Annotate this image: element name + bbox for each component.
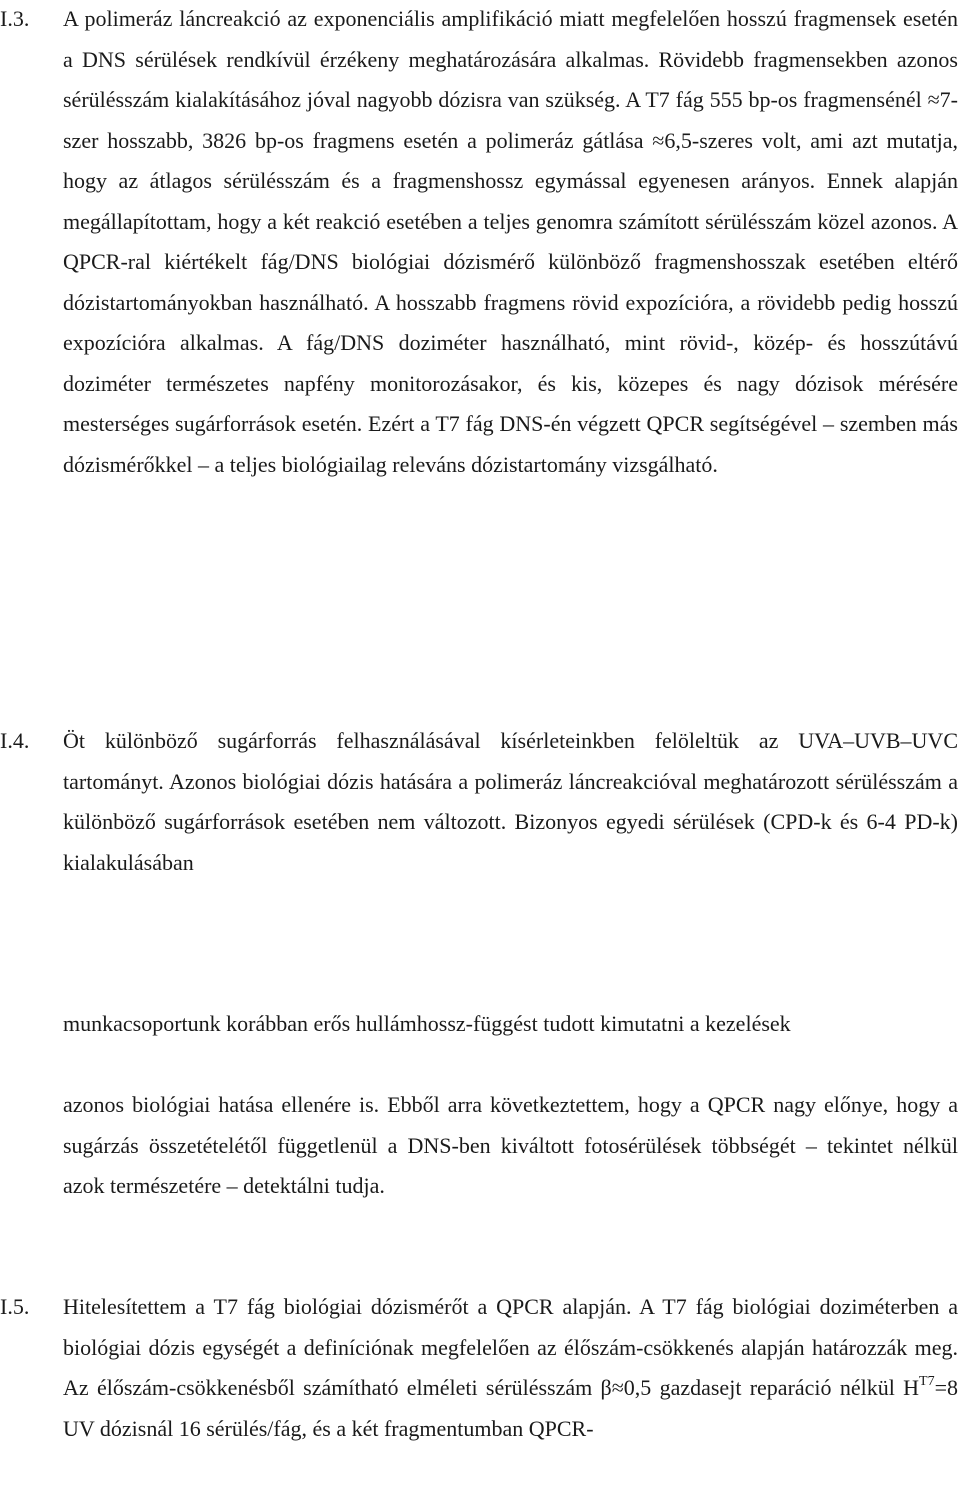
section-i4-continuation-1 [63, 1004, 958, 1045]
section-i3-paragraph [63, 0, 958, 485]
section-i5-text [63, 1287, 958, 1449]
section-number-i4: I.4. [0, 728, 30, 753]
section-i4-continuation-2-text: azonos biológiai hatása ellenére is. Ebből arra következtettem, hogy a QPCR nagy előnye, hogy a sugárzás összetételétől függetlenül a DNS-ben kiváltott fotosérülések többségét – tekintet nélkül azok természetére – detektálni tudja. [63, 1092, 958, 1198]
superscript-t7: T7 [919, 1374, 935, 1389]
section-i5-paragraph [63, 1287, 958, 1449]
section-i4-continuation-2 [63, 1085, 958, 1207]
section-number-i5: I.5. [0, 1294, 30, 1319]
section-i5-text-main: Hitelesítettem a T7 fág biológiai dózismérőt a QPCR alapján. A T7 fág biológiai doziméterben a biológiai dózis egységét a definíciónak megfelelően az élőszám-csökkenés alapján határozzák meg. Az élőszám-csökkenésből számítható elméleti sérülésszám β≈0,5 gazdasejt reparáció nélkül H [63, 1294, 958, 1400]
section-number-i3: I.3. [0, 6, 30, 31]
section-i3-text: A polimeráz láncreakció az exponenciális amplifikáció miatt megfelelően hosszú fragmensek esetén a DNS sérülések rendkívül érzékeny meghatározására alkalmas. Rövidebb fragmensekben azonos sérülésszám kialakításához jóval nagyobb dózisra van szükség. A T7 fág 555 bp-os fragmensénél ≈7-szer hosszabb, 3826 bp-os fragmens esetén a polimeráz gátlása ≈6,5-szeres volt, ami azt mutatja, hogy az átlagos sérülésszám és a fragmenshossz egymással egyenesen arányos. Ennek alapján megállapítottam, hogy a két reakció esetében a teljes genomra számított sérülésszám közel azonos. A QPCR-ral kiértékelt fág/DNS biológiai dózismérő különböző fragmenshosszak esetében eltérő dózistartományokban használható. A hosszabb fragmens rövid expozícióra, a rövidebb pedig hosszú expozícióra alkalmas. A fág/DNS doziméter használható, mint rövid-, közép- és hosszútávú doziméter természetes napfény monitorozásakor, és kis, közepes és nagy dózisok mérésére mesterséges sugárforrások esetén. Ezért a T7 fág DNS-én végzett QPCR segítségével – szemben más dózismérőkkel – a teljes biológiailag releváns dózistartomány vizsgálható. [63, 6, 958, 477]
section-i4-paragraph [63, 721, 958, 883]
section-i4-continuation-1-text: munkacsoportunk korábban erős hullámhossz-függést tudott kimutatni a kezelések [63, 1011, 791, 1036]
section-i5-text-tail: =8 UV dózisnál 16 sérülés/fág, és a két fragmentumban QPCR- [63, 1375, 958, 1441]
section-i4-text: Öt különböző sugárforrás felhasználásával kísérleteinkben felöleltük az UVA–UVB–UVC tartományt. Azonos biológiai dózis hatására a polimeráz láncreakcióval meghatározott sérülésszám a különböző sugárforrások esetében nem változott. Bizonyos egyedi sérülések (CPD-k és 6-4 PD-k) kialakulásában [63, 728, 958, 875]
